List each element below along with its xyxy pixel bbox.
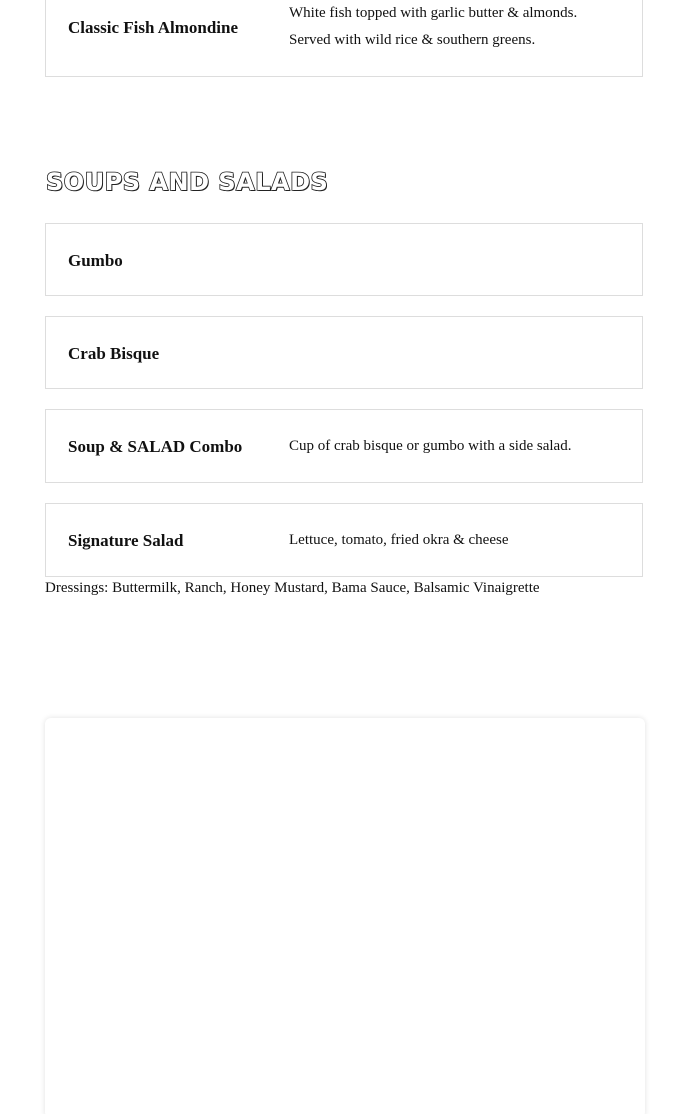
menu-item-description-line: Served with wild rice & southern greens. (289, 32, 536, 48)
menu-item-soup-salad-combo (45, 409, 643, 483)
menu-item-name: Signature Salad (68, 531, 184, 550)
menu-item-crab-bisque (45, 316, 643, 389)
menu-item-name: Crab Bisque (68, 344, 160, 363)
menu-item-description: Lettuce, tomato, fried okra & cheese (289, 532, 509, 548)
menu-item-description-line: White fish topped with garlic butter & almonds. (289, 5, 578, 21)
menu-item-description (289, 0, 619, 54)
menu-item-gumbo (45, 223, 643, 296)
menu-item-signature-salad (45, 503, 643, 577)
menu-item-name: Classic Fish Almondine (68, 18, 239, 37)
dressings-note: Dressings: Buttermilk, Ranch, Honey Mustard, Bama Sauce, Balsamic Vinaigrette (45, 580, 540, 596)
section-title-soups-salads: SOUPS AND SALADS (46, 168, 329, 196)
menu-item-fish-almondine (45, 0, 643, 77)
menu-item-name: Soup & SALAD Combo (68, 437, 243, 456)
menu-item-description: Cup of crab bisque or gumbo with a side salad. (289, 438, 572, 454)
menu-item-name: Gumbo (68, 251, 123, 270)
image-placeholder-card (45, 718, 645, 1114)
